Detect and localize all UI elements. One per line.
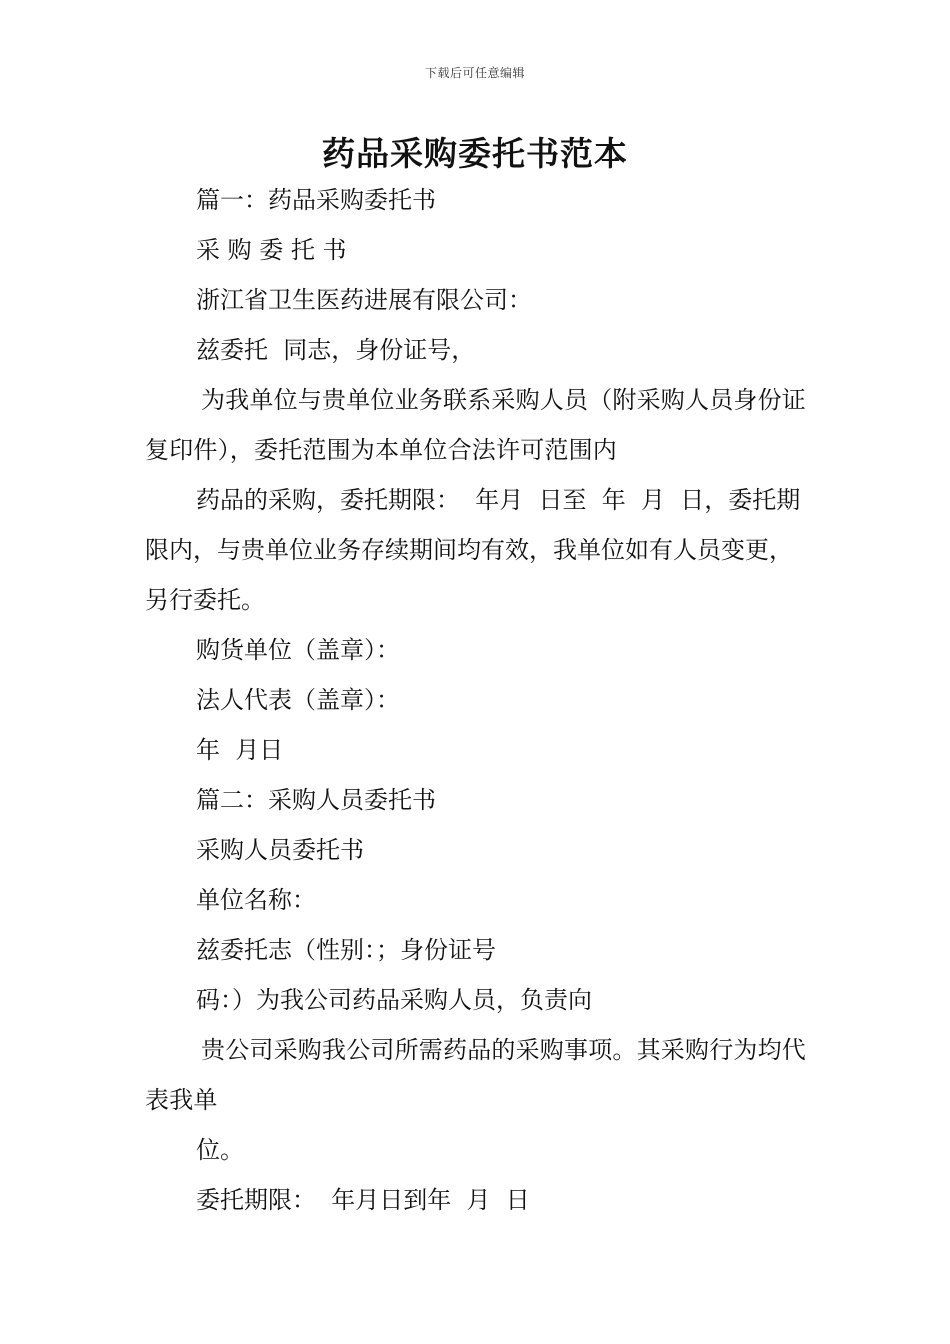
form-title-1: 采 购 委 托 书 bbox=[196, 236, 347, 264]
entrust-person-line: 兹委托志（性别：；身份证号 bbox=[196, 936, 496, 964]
paragraph-purchase-matters: 贵公司采购我公司所需药品的采购事项。其采购行为均代表我单 bbox=[145, 1036, 806, 1114]
legal-rep-seal-line: 法人代表（盖章）： bbox=[196, 686, 400, 714]
section-heading-1: 篇一：药品采购委托书 bbox=[196, 186, 436, 214]
section-heading-2: 篇二：采购人员委托书 bbox=[196, 786, 436, 814]
date-line-1: 年 月日 bbox=[196, 736, 284, 764]
entrust-period-line: 委托期限： 年月日到年 月 日 bbox=[196, 1186, 530, 1214]
buyer-seal-line: 购货单位（盖章）： bbox=[196, 636, 400, 664]
paragraph-period: 药品的采购，委托期限： 年月 日至 年 月 日，委托期限内，与贵单位业务存续期间均有效，我单位如有人员变更，另行委托。 bbox=[145, 486, 801, 614]
addressee: 浙江省卫生医药进展有限公司： bbox=[196, 286, 532, 314]
document-title: 药品采购委托书范本 bbox=[322, 134, 628, 173]
paragraph-scope: 为我单位与贵单位业务联系采购人员（附采购人员身份证复印件），委托范围为本单位合法许可范围内 bbox=[145, 386, 806, 464]
id-number-line: 码：）为我公司药品采购人员，负责向 bbox=[196, 986, 592, 1014]
document-body bbox=[145, 175, 807, 1225]
form-title-2: 采购人员委托书 bbox=[196, 836, 364, 864]
paragraph-entrust: 兹委托 同志，身份证号， bbox=[196, 336, 476, 364]
unit-name-line: 单位名称： bbox=[196, 886, 316, 914]
header-note: 下载后可任意编辑 bbox=[424, 66, 525, 80]
paragraph-unit-end: 位。 bbox=[196, 1136, 244, 1164]
